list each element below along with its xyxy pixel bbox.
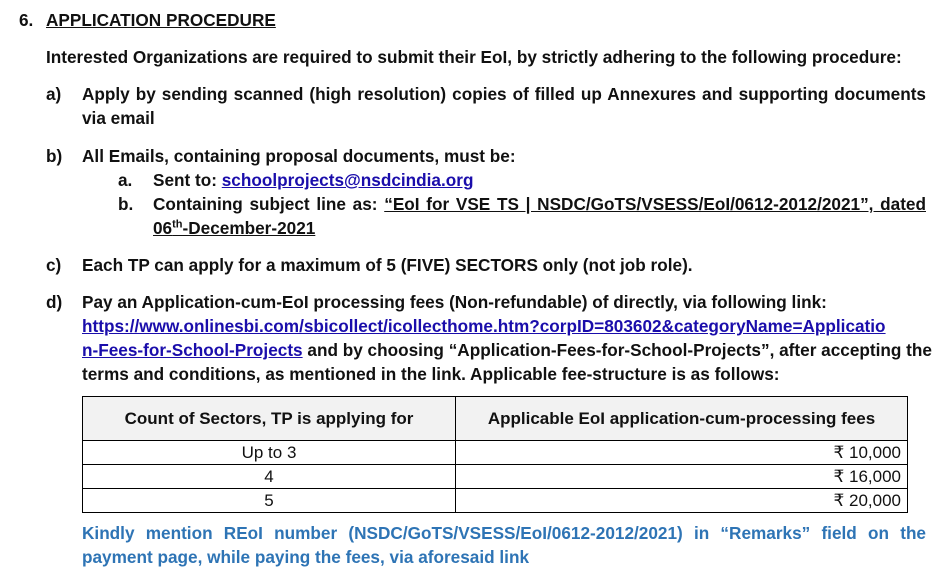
item-c-text: Each TP can apply for a maximum of 5 (FIVE) SECTORS only (not job role). bbox=[82, 255, 693, 275]
item-b-sub-b-marker: b. bbox=[118, 194, 134, 214]
subject-line: “EoI for VSE TS | NSDC/GoTS/VSESS/EoI/0612-2012/2021”, dated bbox=[384, 194, 926, 214]
item-a-marker: a) bbox=[46, 84, 62, 104]
payment-link-part2[interactable]: n-Fees-for-School-Projects bbox=[82, 340, 303, 360]
table-row bbox=[83, 441, 908, 465]
row-fee: ₹ 10,000 bbox=[456, 441, 908, 465]
section-number: 6. bbox=[19, 10, 34, 30]
item-a-line1: Apply by sending scanned (high resolution) copies of filled up Annexures and supporting documents bbox=[82, 84, 926, 104]
date-rest: -December-2021 bbox=[182, 218, 316, 238]
payment-link-part1[interactable]: https://www.onlinesbi.com/sbicollect/icollecthome.htm?corpID=803602&categoryName=Applicatio bbox=[82, 316, 886, 336]
row-fee: ₹ 16,000 bbox=[456, 465, 908, 489]
item-c-marker: c) bbox=[46, 255, 62, 275]
row-sectors: 5 bbox=[83, 489, 456, 513]
header-fees: Applicable EoI application-cum-processing fees bbox=[456, 397, 908, 441]
fee-table bbox=[82, 396, 908, 513]
subject-label: Containing subject line as: bbox=[153, 194, 385, 214]
row-sectors: Up to 3 bbox=[83, 441, 456, 465]
item-d-line1: Pay an Application-cum-EoI processing fees (Non-refundable) of directly, via following link: bbox=[82, 292, 827, 312]
remarks-note-line2: payment page, while paying the fees, via aforesaid link bbox=[82, 547, 530, 567]
section-title: APPLICATION PROCEDURE bbox=[46, 10, 276, 30]
item-d-line4: terms and conditions, as mentioned in the link. Applicable fee-structure is as follows: bbox=[82, 364, 780, 384]
item-d-line3 bbox=[82, 338, 932, 362]
row-sectors: 4 bbox=[83, 465, 456, 489]
item-b-sub-a-marker: a. bbox=[118, 170, 133, 190]
item-b-sub-a bbox=[153, 168, 473, 192]
date-suffix: th bbox=[172, 218, 183, 231]
subject-date bbox=[153, 216, 315, 240]
item-d-line3-rest: and by choosing “Application-Fees-for-School-Projects”, after accepting the bbox=[302, 340, 932, 360]
header-sectors: Count of Sectors, TP is applying for bbox=[83, 397, 456, 441]
intro-text: Interested Organizations are required to submit their EoI, by strictly adhering to the following procedure: bbox=[46, 47, 902, 67]
email-link[interactable]: schoolprojects@nsdcindia.org bbox=[221, 170, 474, 190]
sent-to-label: Sent to: bbox=[153, 170, 222, 190]
item-a-line2: via email bbox=[82, 108, 155, 128]
item-b-marker: b) bbox=[46, 146, 63, 166]
table-row bbox=[83, 489, 908, 513]
remarks-note-line1: Kindly mention REoI number (NSDC/GoTS/VSESS/EoI/0612-2012/2021) in “Remarks” field on the bbox=[82, 523, 926, 543]
item-b-text: All Emails, containing proposal documents, must be: bbox=[82, 146, 516, 166]
row-fee: ₹ 20,000 bbox=[456, 489, 908, 513]
item-d-marker: d) bbox=[46, 292, 63, 312]
date-day: 06 bbox=[153, 218, 173, 238]
fee-table-header bbox=[83, 397, 908, 441]
table-row bbox=[83, 465, 908, 489]
item-b-sub-b-line1 bbox=[153, 192, 926, 216]
